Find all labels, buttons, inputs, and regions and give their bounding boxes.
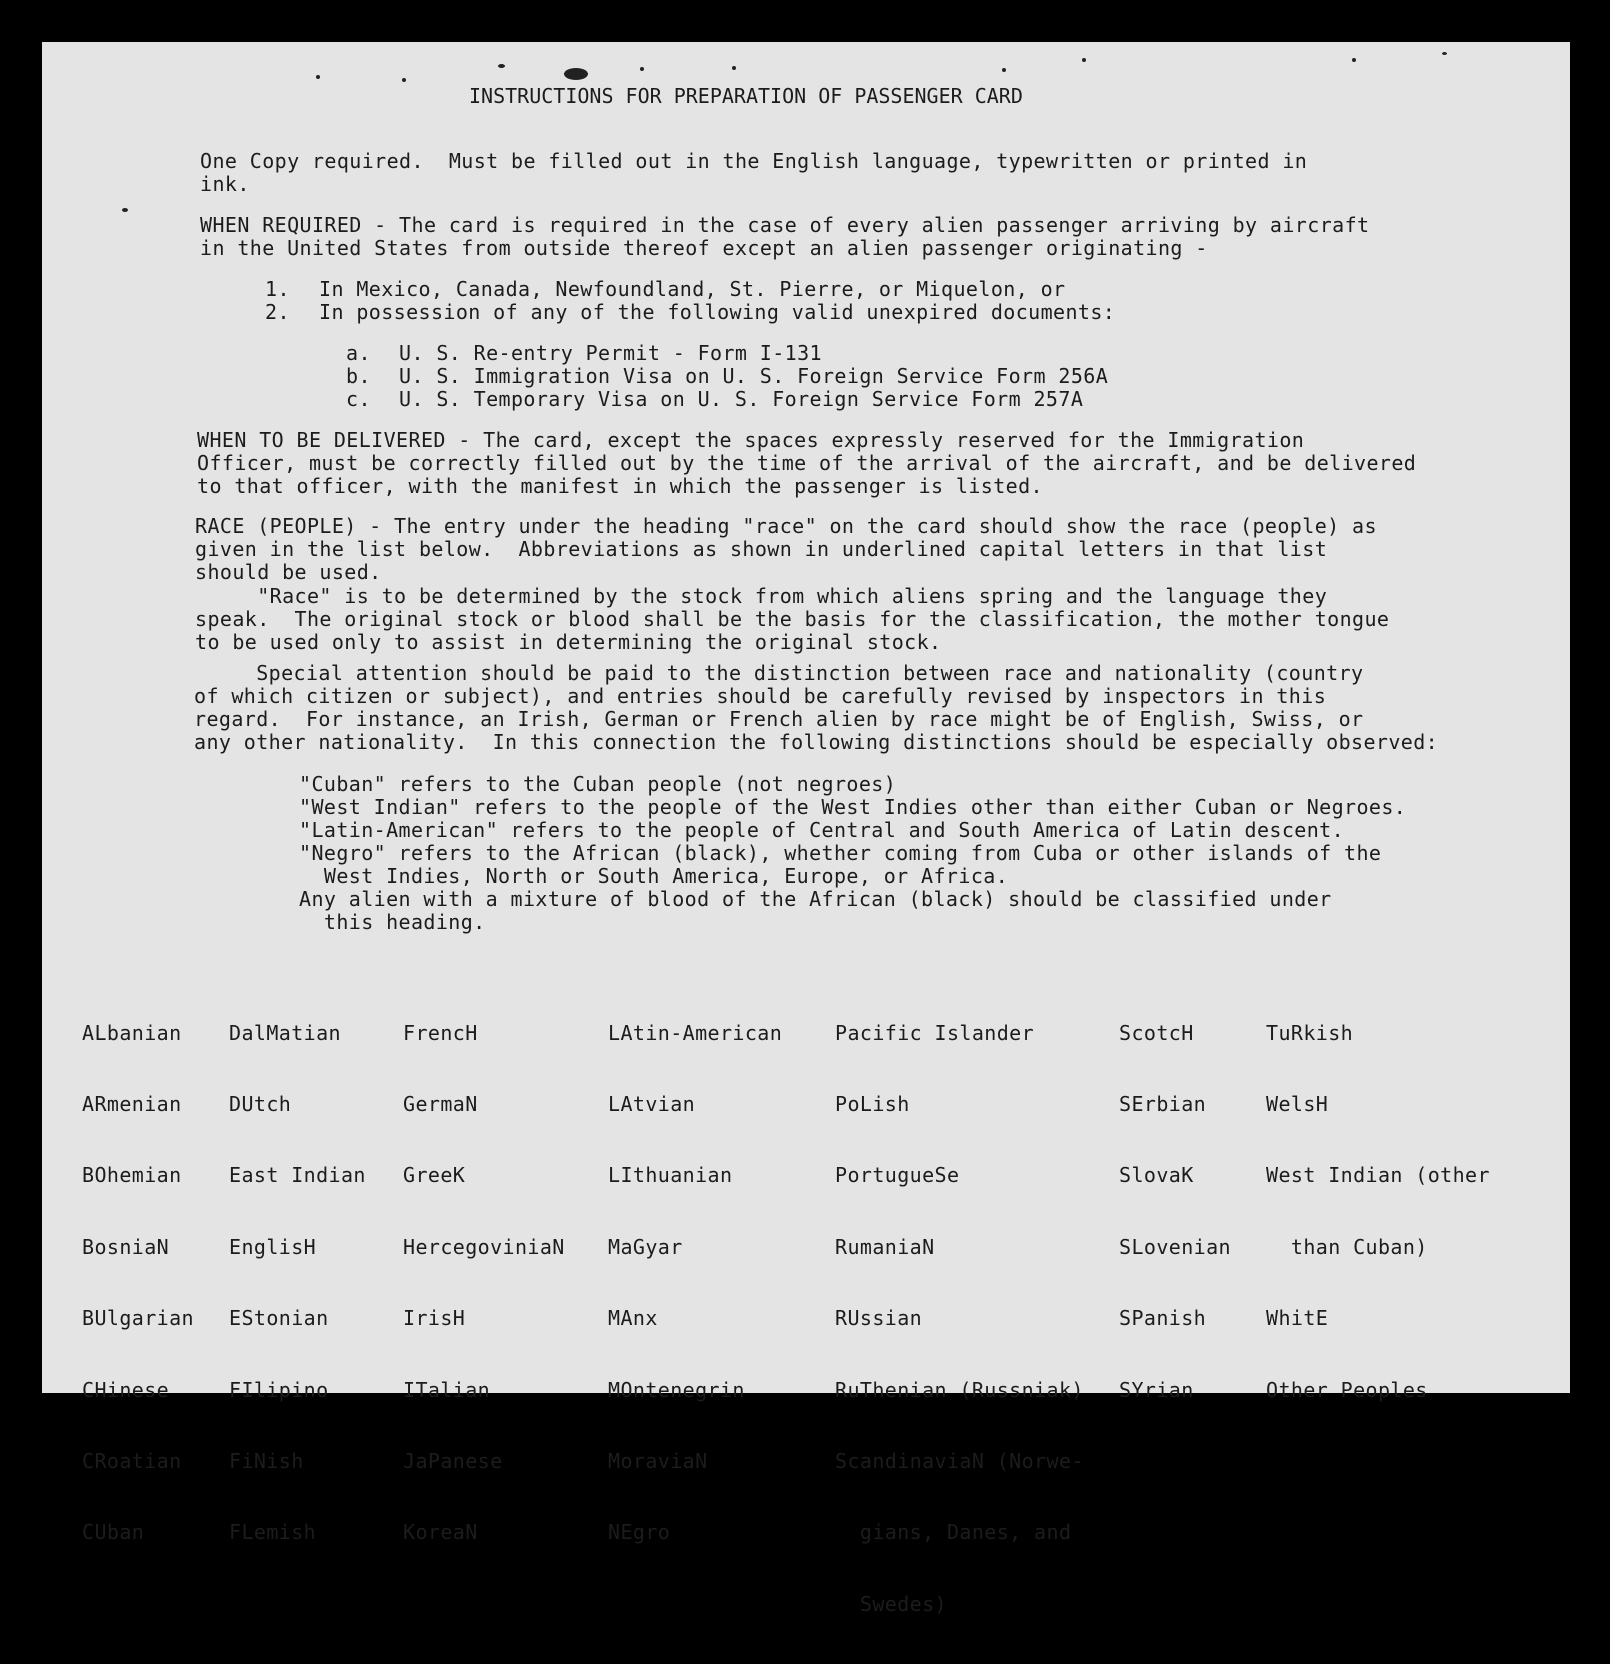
text-line: this heading. (299, 910, 486, 934)
text-line: Officer, must be correctly filled out by the time of the arrival of the aircraft, and be delivered (197, 451, 1417, 475)
text-line: "Cuban" refers to the Cuban people (not negroes) (299, 772, 897, 796)
race-entry: FrencH (403, 1020, 478, 1045)
race-column-6 (1119, 974, 1231, 1450)
page-title: INSTRUCTIONS FOR PREPARATION OF PASSENGER CARD (469, 84, 1023, 108)
race-entry: gians, Danes, and (835, 1520, 1072, 1545)
race-entry: ScandinaviaN (Norwe- (835, 1448, 1084, 1473)
text-line: ink. (200, 172, 250, 196)
race-entry: BOhemian (82, 1163, 182, 1188)
text-line: "West Indian" refers to the people of the West Indies other than either Cuban or Negroes. (299, 795, 1407, 819)
race-entry: WelsH (1266, 1091, 1329, 1116)
race-entry: than Cuban) (1266, 1234, 1428, 1259)
race-entry: KoreaN (403, 1520, 478, 1545)
race-entry: MOntenegrin (608, 1377, 745, 1402)
race-column-4 (608, 974, 782, 1593)
text-line: any other nationality. In this connection the following distinctions should be especially observed: (194, 730, 1439, 754)
text-line: West Indies, North or South America, Europe, or Africa. (299, 864, 1009, 888)
race-entry: Swedes) (835, 1591, 947, 1616)
race-entry: TuRkish (1266, 1020, 1354, 1045)
race-entry: EnglisH (229, 1234, 317, 1259)
race-entry: ITalian (403, 1377, 491, 1402)
race-entry: LAtvian (608, 1091, 696, 1116)
text-line: "Latin-American" refers to the people of Central and South America of Latin descent. (299, 818, 1345, 842)
race-entry: MAnx (608, 1306, 658, 1331)
race-entry: IrisH (403, 1306, 466, 1331)
race-entry: MaGyar (608, 1234, 683, 1259)
list-item: In possession of any of the following valid unexpired documents: (319, 300, 1116, 324)
text-line: One Copy required. Must be filled out in the English language, typewritten or printed in (200, 149, 1308, 173)
race-column-1 (82, 974, 194, 1593)
race-entry: MoraviaN (608, 1448, 708, 1473)
list-marker: 1. (265, 277, 290, 301)
race-entry: BUlgarian (82, 1306, 194, 1331)
race-entry: Other Peoples (1266, 1377, 1428, 1402)
race-entry: FLemish (229, 1520, 317, 1545)
list-marker: b. (346, 364, 371, 388)
race-entry: NEgro (608, 1520, 671, 1545)
text-line: should be used. (195, 560, 382, 584)
race-entry: East Indian (229, 1163, 366, 1188)
race-entry: RuThenian (Russniak) (835, 1377, 1084, 1402)
list-marker: c. (346, 387, 371, 411)
text-line: speak. The original stock or blood shall be the basis for the classification, the mother tongue (195, 607, 1390, 631)
race-entry: CUban (82, 1520, 145, 1545)
race-entry: GreeK (403, 1163, 466, 1188)
text-line: given in the list below. Abbreviations as shown in underlined capital letters in that list (195, 537, 1328, 561)
race-entry: West Indian (other (1266, 1163, 1490, 1188)
text-line: WHEN REQUIRED - The card is required in the case of every alien passenger arriving by aircraft (200, 213, 1370, 237)
list-marker: 2. (265, 300, 290, 324)
text-line: "Race" is to be determined by the stock from which aliens spring and the language they (195, 584, 1328, 608)
list-marker: a. (346, 341, 371, 365)
text-line: to that officer, with the manifest in which the passenger is listed. (197, 474, 1043, 498)
text-line: "Negro" refers to the African (black), whether coming from Cuba or other islands of the (299, 841, 1382, 865)
race-entry: GermaN (403, 1091, 478, 1116)
race-entry: CHinese (82, 1377, 170, 1402)
race-entry: RUssian (835, 1306, 923, 1331)
race-entry: CRoatian (82, 1448, 182, 1473)
race-entry: SlovaK (1119, 1163, 1194, 1188)
race-entry: LAtin-American (608, 1020, 783, 1045)
race-entry: FiNish (229, 1448, 304, 1473)
race-entry: WhitE (1266, 1306, 1329, 1331)
race-entry: DUtch (229, 1091, 292, 1116)
race-entry: ARmenian (82, 1091, 182, 1116)
race-entry: BosniaN (82, 1234, 170, 1259)
text-line: regard. For instance, an Irish, German or French alien by race might be of English, Swiss, or (194, 707, 1364, 731)
list-item: U. S. Immigration Visa on U. S. Foreign Service Form 256A (399, 364, 1109, 388)
race-column-3 (403, 974, 565, 1593)
race-entry: SYrian (1119, 1377, 1194, 1402)
race-entry: RumaniaN (835, 1234, 935, 1259)
race-column-5 (835, 974, 1084, 1664)
text-line: WHEN TO BE DELIVERED - The card, except the spaces expressly reserved for the Immigration (197, 428, 1305, 452)
text-line: RACE (PEOPLE) - The entry under the heading "race" on the card should show the race (people) as (195, 514, 1377, 538)
race-column-7 (1266, 974, 1490, 1450)
race-column-2 (229, 974, 366, 1593)
race-entry: ALbanian (82, 1020, 182, 1045)
race-entry: FIlipino (229, 1377, 329, 1402)
race-entry: SPanish (1119, 1306, 1207, 1331)
race-entry: HercegoviniaN (403, 1234, 565, 1259)
race-entry: SErbian (1119, 1091, 1207, 1116)
list-item: U. S. Temporary Visa on U. S. Foreign Service Form 257A (399, 387, 1084, 411)
race-entry: JaPanese (403, 1448, 503, 1473)
race-entry: DalMatian (229, 1020, 341, 1045)
text-line: to be used only to assist in determining the original stock. (195, 630, 942, 654)
race-entry: ScotcH (1119, 1020, 1194, 1045)
list-item: U. S. Re-entry Permit - Form I-131 (399, 341, 822, 365)
text-line: Any alien with a mixture of blood of the African (black) should be classified under (299, 887, 1332, 911)
race-entry: PortugueSe (835, 1163, 960, 1188)
race-entry: EStonian (229, 1306, 329, 1331)
text-line: of which citizen or subject), and entries should be carefully revised by inspectors in this (194, 684, 1327, 708)
text-line: in the United States from outside thereof except an alien passenger originating - (200, 236, 1208, 260)
race-entry: LIthuanian (608, 1163, 733, 1188)
race-entry: Pacific Islander (835, 1020, 1035, 1045)
race-entry: SLovenian (1119, 1234, 1231, 1259)
race-entry: PoLish (835, 1091, 910, 1116)
list-item: In Mexico, Canada, Newfoundland, St. Pierre, or Miquelon, or (319, 277, 1066, 301)
text-line: Special attention should be paid to the distinction between race and nationality (country (194, 661, 1364, 685)
